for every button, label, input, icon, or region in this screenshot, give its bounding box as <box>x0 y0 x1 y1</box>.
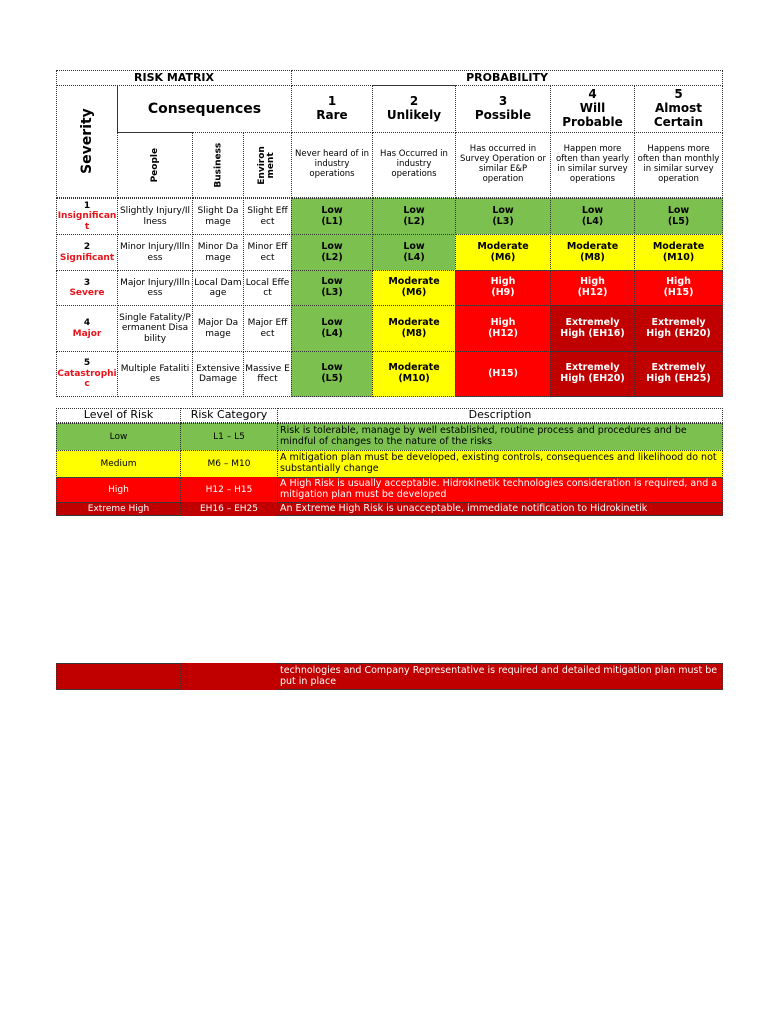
risk-cell <box>291 270 373 306</box>
probability-description-2: Has Occurred in industry operations <box>372 132 456 198</box>
risk-cell <box>634 270 723 306</box>
risk-cell <box>291 305 373 352</box>
risk-cell-code: (H9) <box>491 287 515 298</box>
consequence-environment: Local Effect <box>243 270 292 306</box>
consequence-environment: Minor Effect <box>243 234 292 271</box>
probability-description-1: Never heard of in industry operations <box>291 132 373 198</box>
risk-cell-code: (L2) <box>321 251 343 263</box>
risk-cell-code: (L1) <box>321 215 343 227</box>
severity-name: Major <box>72 328 102 339</box>
probability-name: Unlikely <box>386 108 442 122</box>
risk-matrix-title: RISK MATRIX <box>56 70 292 86</box>
probability-header-3 <box>455 85 551 133</box>
risk-cell-code: (L3) <box>492 215 514 227</box>
risk-cell-code: (L5) <box>321 373 343 384</box>
legend-description: Risk is tolerable, manage by well established, routine process and procedures and be mindful of changes to the nature of the risks <box>277 423 723 451</box>
risk-cell-code: High (EH16) <box>560 327 625 339</box>
risk-cell <box>372 234 456 271</box>
risk-cell-code: (L2) <box>403 215 425 227</box>
risk-cell-label: Extremely <box>565 316 620 328</box>
risk-cell <box>372 351 456 397</box>
risk-cell-code: High (EH20) <box>646 327 711 339</box>
severity-number: 5 <box>83 358 91 369</box>
risk-cell-code: (L4) <box>321 327 343 339</box>
consequence-people: Multiple Fatalities <box>117 351 193 397</box>
legend-category: M6 – M10 <box>180 450 278 478</box>
legend-level: Medium <box>56 450 181 478</box>
probability-description-3: Has occurred in Survey Operation or similar E&P operation <box>455 132 551 198</box>
risk-cell-code: High (EH20) <box>560 373 625 384</box>
risk-cell-label: Low <box>581 204 604 216</box>
risk-cell <box>550 198 635 235</box>
risk-cell <box>455 305 551 352</box>
risk-cell-code: (H12) <box>577 287 608 298</box>
risk-cell-label: Extremely <box>565 362 620 374</box>
risk-cell-label: Moderate <box>388 316 440 328</box>
risk-cell <box>634 305 723 352</box>
consequence-environment: Slight Effect <box>243 198 292 235</box>
risk-cell-code: (M10) <box>398 373 430 384</box>
severity-number: 1 <box>83 200 91 211</box>
risk-cell-code: (M10) <box>662 251 695 263</box>
legend-continuation-level <box>56 663 181 690</box>
risk-cell-label: High <box>580 276 605 288</box>
probability-header-2 <box>372 85 456 133</box>
risk-cell-label: High <box>490 276 516 288</box>
risk-cell-code: (H12) <box>488 327 518 339</box>
severity-level-5 <box>56 351 118 397</box>
risk-cell <box>455 270 551 306</box>
probability-header-5 <box>634 85 723 133</box>
risk-cell-code: (L5) <box>667 215 690 227</box>
severity-name: Insignificant <box>57 211 117 232</box>
probability-number: 1 <box>327 94 337 109</box>
consequence-people: Minor Injury/Illness <box>117 234 193 271</box>
risk-cell <box>372 305 456 352</box>
severity-label: Severity <box>78 108 95 175</box>
probability-number: 3 <box>498 94 508 109</box>
severity-number: 3 <box>83 277 91 288</box>
risk-cell-code: (M6) <box>490 251 516 263</box>
risk-cell-label: High <box>666 276 691 288</box>
risk-cell-label: Extremely <box>651 362 706 374</box>
probability-name: Almost Certain <box>653 101 704 129</box>
severity-name: Significant <box>59 252 115 263</box>
consequence-business: Local Damage <box>192 270 244 306</box>
risk-cell-code: High (EH25) <box>646 373 711 384</box>
probability-number: 4 <box>588 87 597 102</box>
legend-level: Low <box>56 423 181 451</box>
legend-continuation-category <box>180 663 278 690</box>
risk-cell-label: Low <box>321 316 343 328</box>
probability-number: 5 <box>674 87 683 102</box>
consequence-business: Minor Damage <box>192 234 244 271</box>
risk-cell-label: Low <box>667 204 690 216</box>
risk-cell-code: (M8) <box>580 251 605 263</box>
risk-cell-code: (M8) <box>401 327 427 339</box>
legend-header-description: Description <box>277 408 723 423</box>
legend-category: EH16 – EH25 <box>180 502 278 516</box>
legend-level: High <box>56 477 181 503</box>
risk-cell-label: Moderate <box>477 240 529 252</box>
risk-cell-label: High <box>490 316 516 328</box>
severity-number: 2 <box>83 242 91 253</box>
risk-cell <box>455 234 551 271</box>
severity-number: 4 <box>83 318 91 329</box>
risk-cell-label: Moderate <box>566 240 619 252</box>
risk-cell-label: Low <box>321 362 343 374</box>
probability-description-4: Happen more often than yearly in similar survey operations <box>550 132 635 198</box>
legend-header-category: Risk Category <box>180 408 278 423</box>
risk-cell <box>634 198 723 235</box>
consequence-people: Slightly Injury/Illness <box>117 198 193 235</box>
risk-cell-label: Moderate <box>388 276 440 288</box>
risk-cell-label: Low <box>403 204 425 216</box>
risk-cell <box>550 351 635 397</box>
severity-name: Catastrophic <box>57 368 117 390</box>
risk-cell <box>634 351 723 397</box>
risk-cell-code: (H15) <box>663 287 694 298</box>
legend-header-level: Level of Risk <box>56 408 181 423</box>
risk-cell-label: Moderate <box>388 362 440 374</box>
legend-description: An Extreme High Risk is unacceptable, immediate notification to Hidrokinetik <box>277 502 723 516</box>
risk-cell-label: Low <box>492 204 514 216</box>
risk-cell-code: (L4) <box>403 251 425 263</box>
risk-cell <box>372 270 456 306</box>
subheader-business: Business <box>192 132 244 198</box>
risk-cell-label: Low <box>403 240 425 252</box>
subheader-environment: Environ ment <box>243 132 292 198</box>
risk-cell-code: (H15) <box>488 367 518 379</box>
legend-category: L1 – L5 <box>180 423 278 451</box>
risk-cell <box>550 305 635 352</box>
risk-cell-code: (L4) <box>581 215 604 227</box>
consequence-business: Slight Damage <box>192 198 244 235</box>
risk-cell <box>550 270 635 306</box>
risk-cell <box>455 351 551 397</box>
consequence-environment: Major Effect <box>243 305 292 352</box>
risk-cell <box>291 351 373 397</box>
severity-header <box>56 85 118 198</box>
probability-description-5: Happens more often than monthly in similar survey operation <box>634 132 723 198</box>
subheader-people: People <box>117 132 193 198</box>
consequence-business: Extensive Damage <box>192 351 244 397</box>
risk-cell <box>291 198 373 235</box>
severity-level-1 <box>56 198 118 235</box>
risk-cell-label: Moderate <box>652 240 705 252</box>
probability-name: Possible <box>474 108 532 122</box>
consequence-people: Major Injury/Illness <box>117 270 193 306</box>
legend-description: A mitigation plan must be developed, existing controls, consequences and likelihood do not substantially change <box>277 450 723 478</box>
consequence-environment: Massive Effect <box>243 351 292 397</box>
probability-header-4 <box>550 85 635 133</box>
legend-level: Extreme High <box>56 502 181 516</box>
severity-level-3 <box>56 270 118 306</box>
risk-cell-label: Low <box>321 204 343 216</box>
severity-name: Severe <box>69 288 105 298</box>
risk-cell <box>455 198 551 235</box>
probability-name: Will Probable <box>562 101 623 129</box>
legend-description: A High Risk is usually acceptable. Hidrokinetik technologies consideration is required, and a mitigation plan must be developed <box>277 477 723 503</box>
consequences-header: Consequences <box>117 85 292 133</box>
risk-cell <box>550 234 635 271</box>
risk-cell <box>372 198 456 235</box>
probability-name: Rare <box>316 108 348 122</box>
probability-number: 2 <box>409 94 419 109</box>
risk-cell-label: Low <box>321 276 343 288</box>
probability-header-1 <box>291 85 373 133</box>
risk-cell <box>291 234 373 271</box>
risk-cell-code: (L3) <box>321 287 343 298</box>
consequence-people: Single Fatality/Permanent Disability <box>117 305 193 352</box>
risk-cell-label: Extremely <box>651 316 706 328</box>
risk-cell <box>634 234 723 271</box>
probability-title: PROBABILITY <box>291 70 723 86</box>
legend-category: H12 – H15 <box>180 477 278 503</box>
risk-cell-code: (M6) <box>401 287 427 298</box>
risk-cell-label: Low <box>321 240 343 252</box>
legend-continuation-description: technologies and Company Representative is required and detailed mitigation plan must be put in place <box>277 663 723 690</box>
severity-level-4 <box>56 305 118 352</box>
severity-level-2 <box>56 234 118 271</box>
consequence-business: Major Damage <box>192 305 244 352</box>
